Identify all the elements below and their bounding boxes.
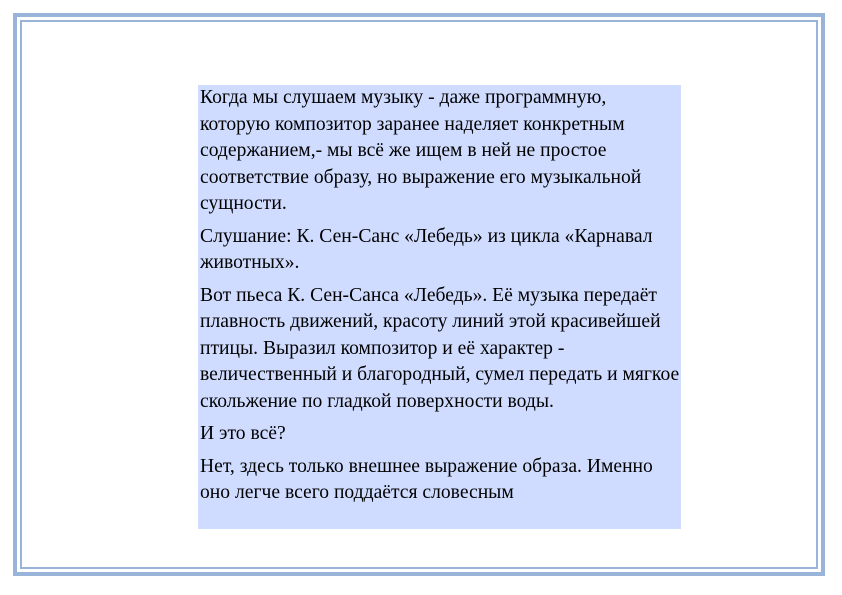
text-content-block bbox=[198, 85, 681, 529]
paragraph-intro: Когда мы слушаем музыку - даже программную, которую композитор заранее наделяет конкретным содержанием,- мы всё же ищем в ней не простое соответствие образу, но выражение его музыкальной сущности. bbox=[200, 87, 642, 214]
paragraph-listening: Слушание: К. Сен-Санс «Лебедь» из цикла «Карнавал животных». bbox=[200, 225, 653, 273]
paragraph-swan-description: Вот пьеса К. Сен-Санса «Лебедь». Её музыка передаёт плавность движений, красоту линий этой красивейшей птицы. Выразил композитор и её характер - величественный и благородный, сумел передать и мягкое скольжение по гладкой поверхности воды. bbox=[200, 284, 680, 412]
paragraph-answer: Нет, здесь только внешнее выражение образа. Именно оно легче всего поддаётся словесным bbox=[200, 455, 653, 503]
paragraph-question: И это всё? bbox=[200, 423, 286, 444]
